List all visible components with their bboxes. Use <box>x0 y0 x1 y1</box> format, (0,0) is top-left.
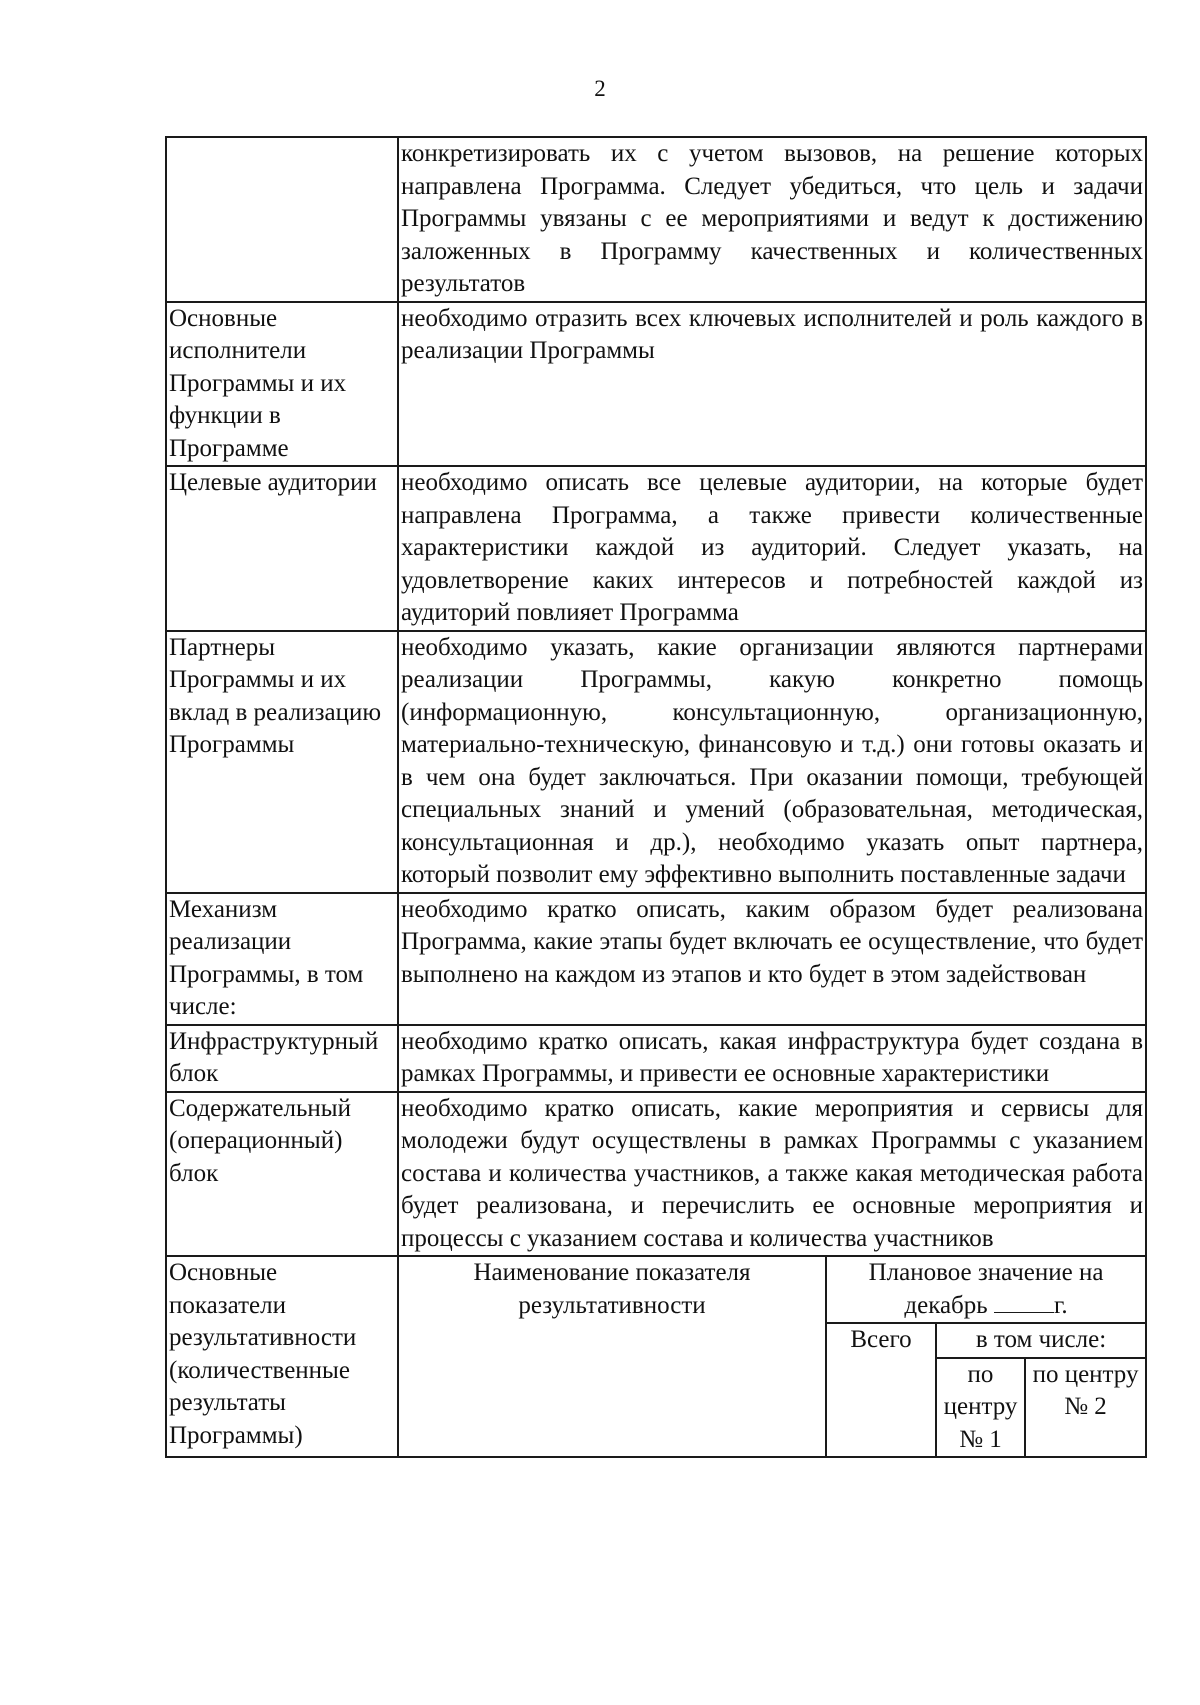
program-description-table <box>165 136 1147 1458</box>
table-row <box>166 631 1146 893</box>
row-description: необходимо кратко описать, какая инфраструктура будет создана в рамках Программы, и привести ее основные характеристики <box>398 1025 1146 1092</box>
center2-header: по центру № 2 <box>1025 1358 1146 1458</box>
plan-value-header <box>826 1256 1146 1323</box>
row-description: необходимо описать все целевые аудитории, на которые будет направлена Программа, а также привести количественные характеристики каждой из аудиторий. Следует указать, на удовлетворение каких интересов и потребностей каждой из аудиторий повлияет Программа <box>398 466 1146 631</box>
table-row <box>166 893 1146 1025</box>
row-description: необходимо кратко описать, какие мероприятия и сервисы для молодежи будут осуществлены в рамках Программы с указанием состава и количества участников, а также какая методическая работа будет реализована, и перечислить ее основные мероприятия и процессы с указанием состава и количества участников <box>398 1092 1146 1257</box>
row-label <box>166 137 398 302</box>
table-row <box>166 1092 1146 1257</box>
including-header: в том числе: <box>936 1323 1146 1358</box>
page-number: 2 <box>594 76 606 101</box>
row-description: необходимо отразить всех ключевых исполнителей и роль каждого в реализации Программы <box>398 302 1146 467</box>
year-blank-line <box>994 1290 1054 1313</box>
row-description: необходимо указать, какие организации являются партнерами реализации Программы, какую конкретно помощь (информационную, консультационную, организационную, материально-техническую, финансовую и т.д.) они готовы оказать и в чем она будет заключаться. При оказании помощи, требующей специальных знаний и умений (образовательная, методическая, консультационная и др.), необходимо указать опыт партнера, который позволит ему эффективно выполнить поставленные задачи <box>398 631 1146 893</box>
total-header: Всего <box>826 1323 936 1457</box>
row-label: Инфраструктурный блок <box>166 1025 398 1092</box>
center1-header: по центру № 1 <box>936 1358 1025 1458</box>
table-row <box>166 1025 1146 1092</box>
table-row <box>166 466 1146 631</box>
row-label: Содержательный (операционный) блок <box>166 1092 398 1257</box>
row-label: Основные исполнители Программы и их функции в Программе <box>166 302 398 467</box>
table-row <box>166 302 1146 467</box>
row-description: необходимо кратко описать, каким образом будет реализована Программа, какие этапы будет включать ее осуществление, что будет выполнено на каждом из этапов и кто будет в этом задействован <box>398 893 1146 1025</box>
plan-value-prefix: Плановое значение на декабрь <box>868 1259 1104 1319</box>
indicators-header-row <box>166 1256 1146 1323</box>
row-label: Партнеры Программы и их вклад в реализацию Программы <box>166 631 398 893</box>
row-description: конкретизировать их с учетом вызовов, на решение которых направлена Программа. Следует убедиться, что цель и задачи Программы увязаны с ее мероприятиями и ведут к достижению заложенных в Программу качественных и количественных результатов <box>398 137 1146 302</box>
row-label: Механизм реализации Программы, в том числе: <box>166 893 398 1025</box>
indicator-name-header: Наименование показателя результативности <box>398 1256 826 1457</box>
indicators-label: Основные показатели результативности (количественные результаты Программы) <box>166 1256 398 1457</box>
row-label: Целевые аудитории <box>166 466 398 631</box>
plan-value-suffix: г. <box>1053 1291 1068 1319</box>
table-row <box>166 137 1146 302</box>
